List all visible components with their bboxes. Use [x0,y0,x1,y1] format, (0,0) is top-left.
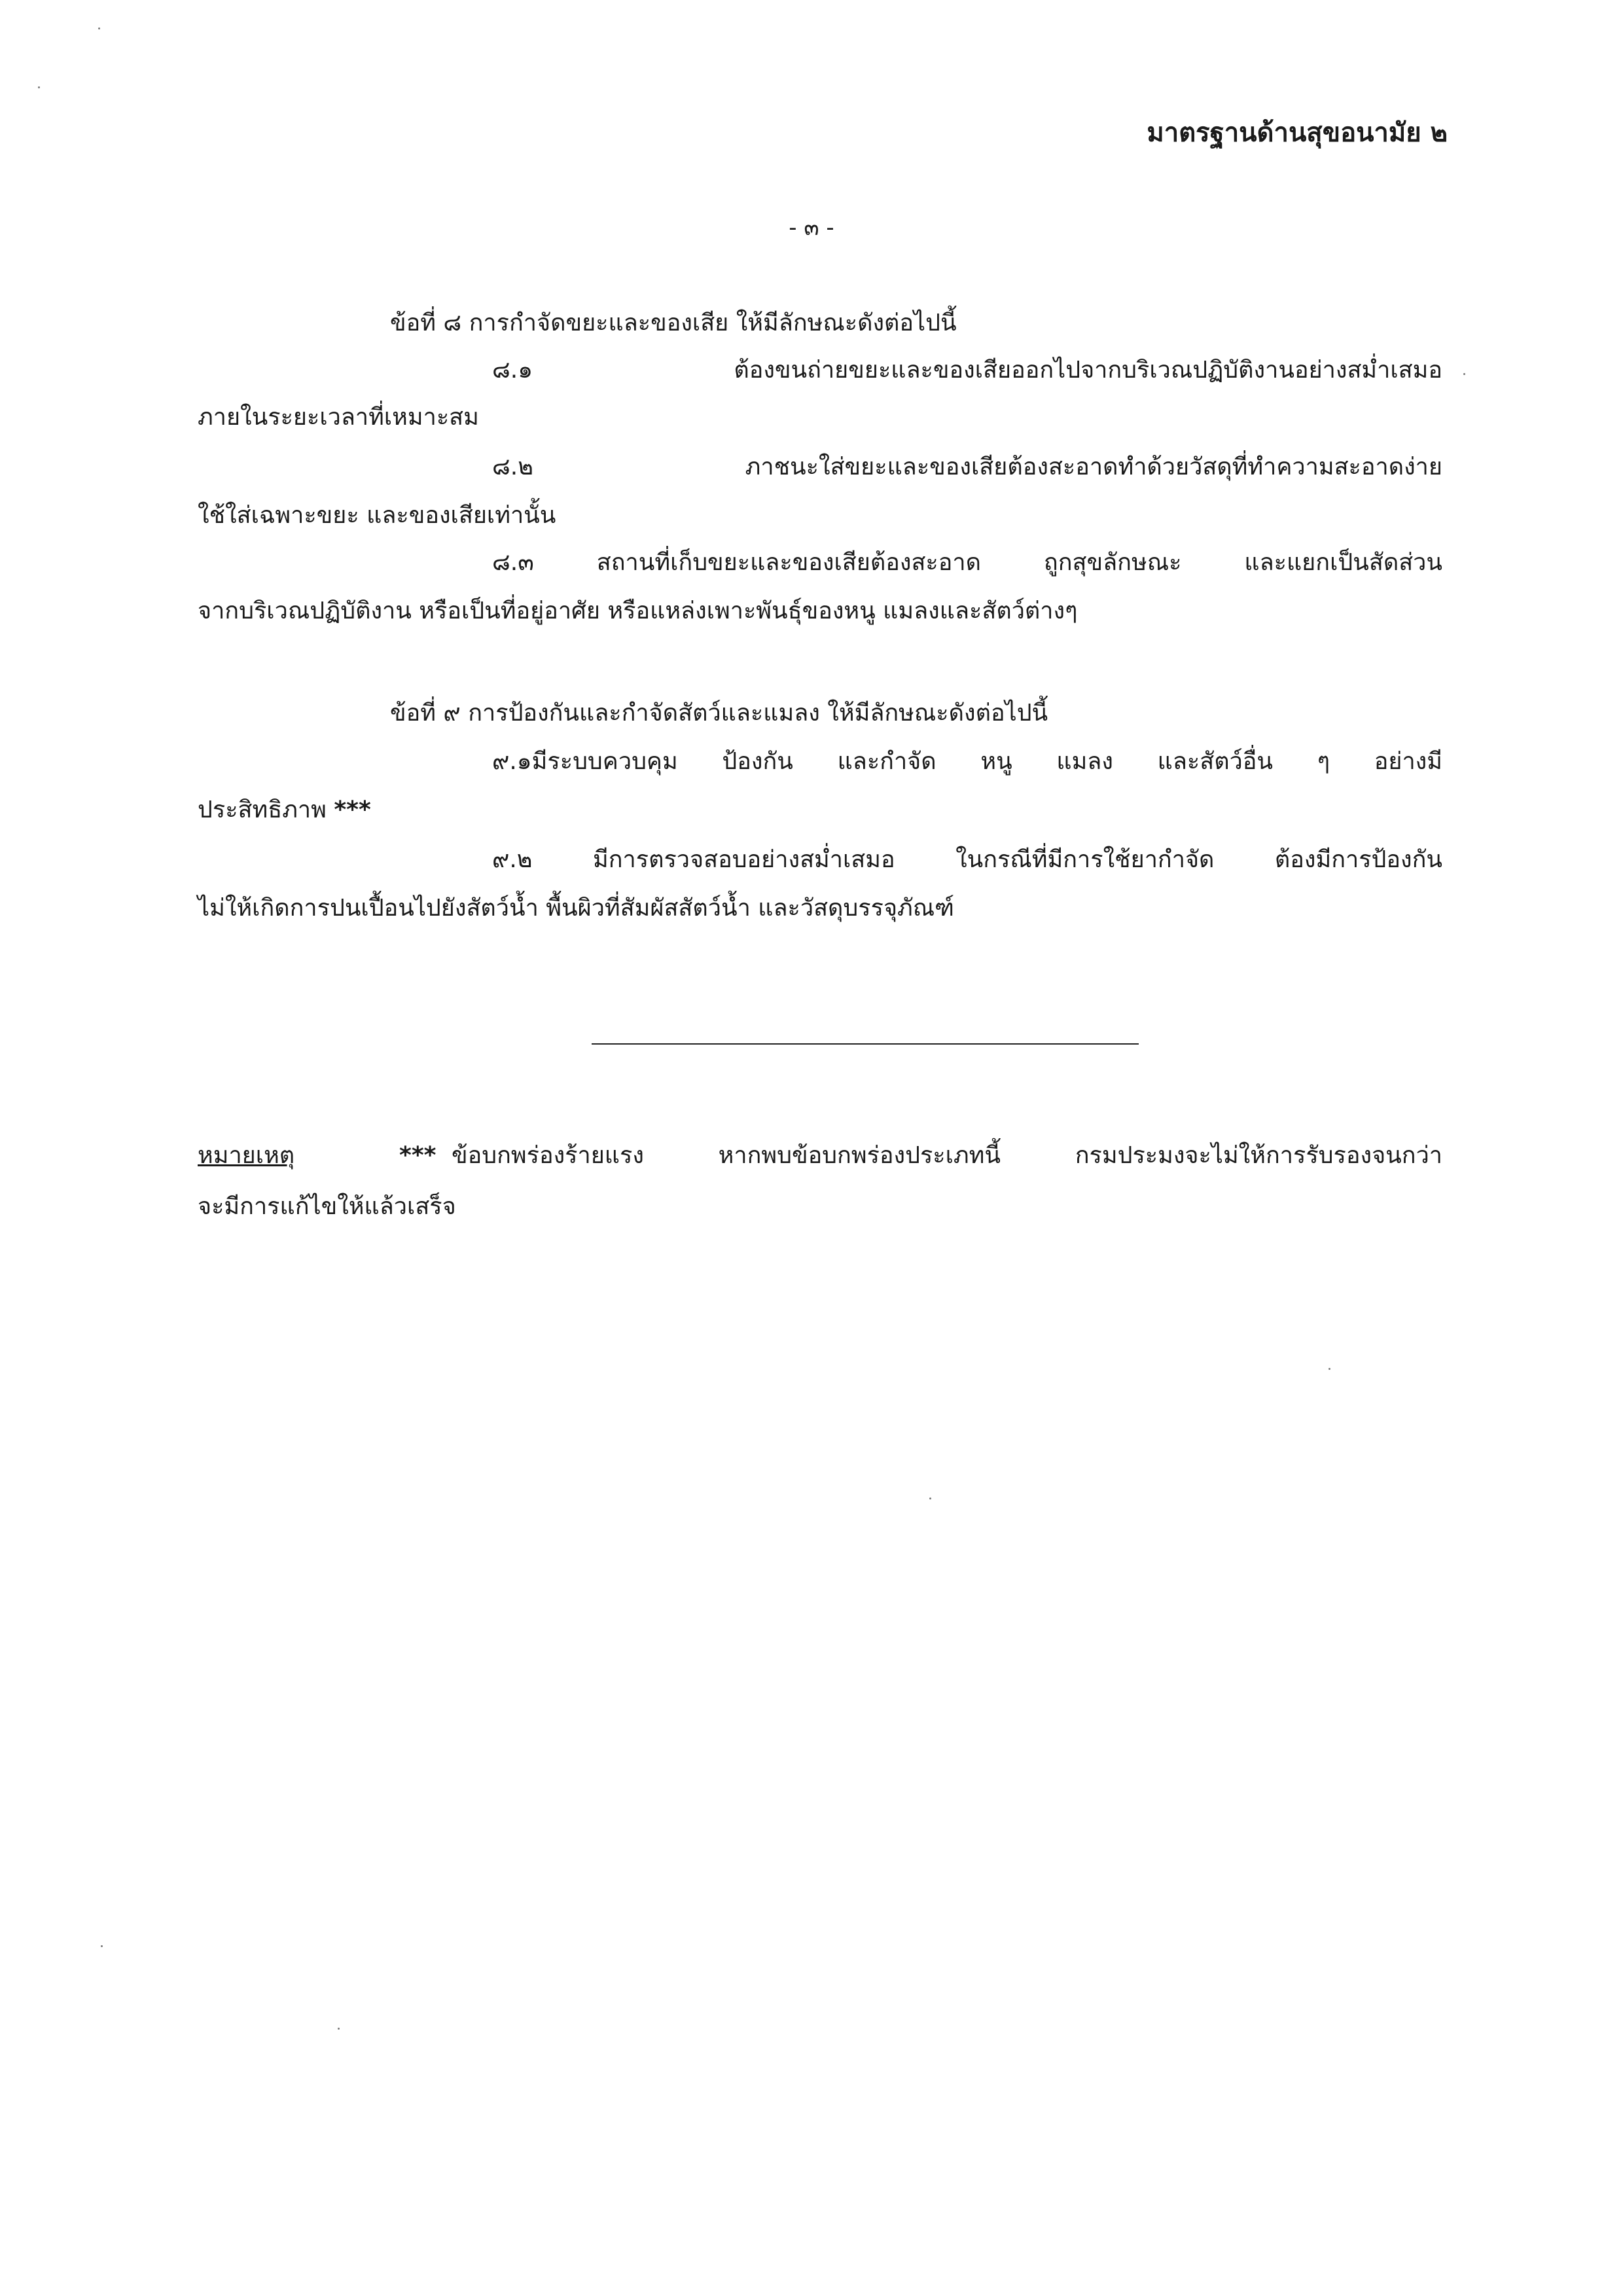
scan-speck [101,1945,103,1947]
section-8-item-3-line-1: ๘.๓ สถานที่เก็บขยะและของเสียต้องสะอาด ถูกสุขลักษณะ และแยกเป็นสัดส่วน [492,549,1442,576]
note-label [198,1140,294,1172]
section-8-item-2-line-2: ใช้ใส่เฉพาะขยะ และของเสียเท่านั้น [198,502,556,529]
section-9-item-2-line-1: ๙.๒ มีการตรวจสอบอย่างสม่ำเสมอ ในกรณีที่มีการใช้ยากำจัด ต้องมีการป้องกัน [492,846,1442,873]
scan-speck [929,1498,931,1499]
scan-speck [1463,373,1465,375]
section-9-item-2-line-2: ไม่ให้เกิดการปนเปื้อนไปยังสัตว์น้ำ พื้นผิวที่สัมผัสสัตว์น้ำ และวัสดุบรรจุภัณฑ์ [198,895,955,922]
scan-speck [38,86,40,88]
section-8-heading: ข้อที่ ๘ การกำจัดขยะและของเสีย ให้มีลักษณะดังต่อไปนี้ [390,310,957,336]
note-line-1: ข้อบกพร่องร้ายแรง หากพบข้อบกพร่องประเภทนี้ กรมประมงจะไม่ให้การรับรองจนกว่า [452,1142,1442,1169]
section-9-item-1-text: ประสิทธิภาพ [198,797,327,823]
document-header-title: มาตรฐานด้านสุขอนามัย ๒ [1147,118,1448,148]
section-8-item-2-line-1: ๘.๒ ภาชนะใส่ขยะและของเสียต้องสะอาดทำด้วยวัสดุที่ทำความสะอาดง่าย [492,454,1442,480]
section-8-item-1-line-1: ๘.๑ ต้องขนถ่ายขยะและของเสียออกไปจากบริเวณปฏิบัติงานอย่างสม่ำเสมอ [492,357,1442,384]
scan-speck [338,2028,340,2030]
section-9-item-1-line-1: ๙.๑มีระบบควบคุม ป้องกัน และกำจัด หนู แมลง และสัตว์อื่น ๆ อย่างมี [492,748,1442,775]
note-stars: *** [399,1142,437,1169]
note-line-2: จะมีการแก้ไขให้แล้วเสร็จ [198,1193,456,1220]
scan-speck [98,27,100,29]
note-label-text: หมายเหตุ [198,1142,295,1169]
section-8-item-1-line-2: ภายในระยะเวลาที่เหมาะสม [198,404,479,431]
page-number: - ๓ - [789,215,834,241]
scan-speck [1329,1368,1330,1370]
section-9-heading: ข้อที่ ๙ การป้องกันและกำจัดสัตว์และแมลง ให้มีลักษณะดังต่อไปนี้ [390,700,1048,726]
critical-defect-marker: *** [334,797,371,823]
section-9-item-1-line-2 [198,795,371,826]
section-8-item-3-line-2: จากบริเวณปฏิบัติงาน หรือเป็นที่อยู่อาศัย หรือแหล่งเพาะพันธุ์ของหนู แมลงและสัตว์ต่างๆ [198,598,1078,624]
section-divider [592,1043,1139,1045]
